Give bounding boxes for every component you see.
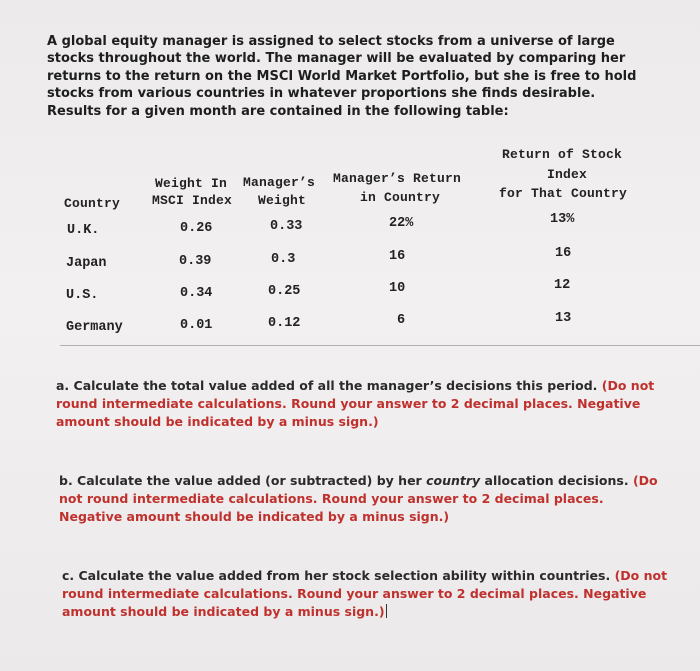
question-c [62, 567, 672, 620]
header-manager-weight-line1: Manager’s [243, 175, 316, 190]
header-index-return-line2: Index [547, 167, 588, 182]
header-index-return-line1: Return of Stock [502, 147, 623, 162]
question-a-text: a. Calculate the total value added of all the manager’s decisions this period. [56, 378, 598, 393]
table-cell-manager-weight: 0.33 [270, 219, 303, 234]
question-a-note: (Do not round intermediate calculations. Round your answer to 2 decimal places. Negative amount should be indicated by a minus sign.) [56, 378, 655, 429]
question-c-text: c. Calculate the value added from her stock selection ability within countries. [62, 568, 611, 583]
table-cell-msci-weight: 0.39 [179, 254, 212, 269]
table-cell-country: Japan [66, 256, 107, 271]
table-divider [60, 345, 700, 346]
question-a [56, 377, 666, 430]
question-b-text-after: allocation decisions. [480, 473, 629, 488]
table-cell-manager-return: 10 [389, 281, 406, 296]
header-index-return-line3: for That Country [499, 186, 628, 201]
table-cell-manager-return: 16 [389, 249, 406, 264]
table-cell-index-return: 16 [555, 246, 572, 261]
header-msci-weight-line1: Weight In [155, 176, 228, 191]
table-cell-index-return: 13 [555, 311, 572, 326]
table-cell-msci-weight: 0.26 [180, 221, 213, 236]
table-cell-country: U.S. [66, 288, 99, 303]
text-cursor [386, 604, 388, 618]
question-b-text-em: country [426, 473, 481, 488]
header-country: Country [64, 196, 121, 211]
question-b-text-before: b. Calculate the value added (or subtracted) by her [59, 473, 427, 488]
header-manager-return-line2: in Country [360, 190, 441, 205]
problem-intro: A global equity manager is assigned to select stocks from a universe of large stocks throughout the world. The manager will be evaluated by comparing her returns to the return on the MSCI World Market Portfolio, but she is free to hold stocks from various countries in whatever proportions she finds desirable. Results for a given month are contained in the following table: [47, 34, 637, 119]
question-b-note: (Do not round intermediate calculations. Round your answer to 2 decimal places. Negative amount should be indicated by a minus sign.) [59, 473, 658, 524]
table-cell-manager-return: 6 [397, 313, 406, 328]
table-cell-manager-weight: 0.25 [268, 284, 301, 299]
header-manager-weight-line2: Weight [258, 193, 307, 208]
header-manager-return-line1: Manager’s Return [333, 171, 462, 186]
table-cell-index-return: 13% [550, 212, 575, 227]
table-cell-msci-weight: 0.01 [180, 318, 213, 333]
table-cell-country: U.K. [67, 223, 100, 238]
question-c-note: (Do not round intermediate calculations. Round your answer to 2 decimal places. Negative amount should be indicated by a minus sign.) [62, 568, 668, 619]
table-cell-country: Germany [66, 320, 123, 335]
question-b [59, 472, 669, 525]
table-cell-manager-weight: 0.3 [271, 252, 296, 267]
header-msci-weight-line2: MSCI Index [152, 193, 233, 208]
table-cell-index-return: 12 [554, 278, 571, 293]
table-cell-manager-return: 22% [389, 216, 414, 231]
table-cell-manager-weight: 0.12 [268, 316, 301, 331]
table-cell-msci-weight: 0.34 [180, 286, 213, 301]
